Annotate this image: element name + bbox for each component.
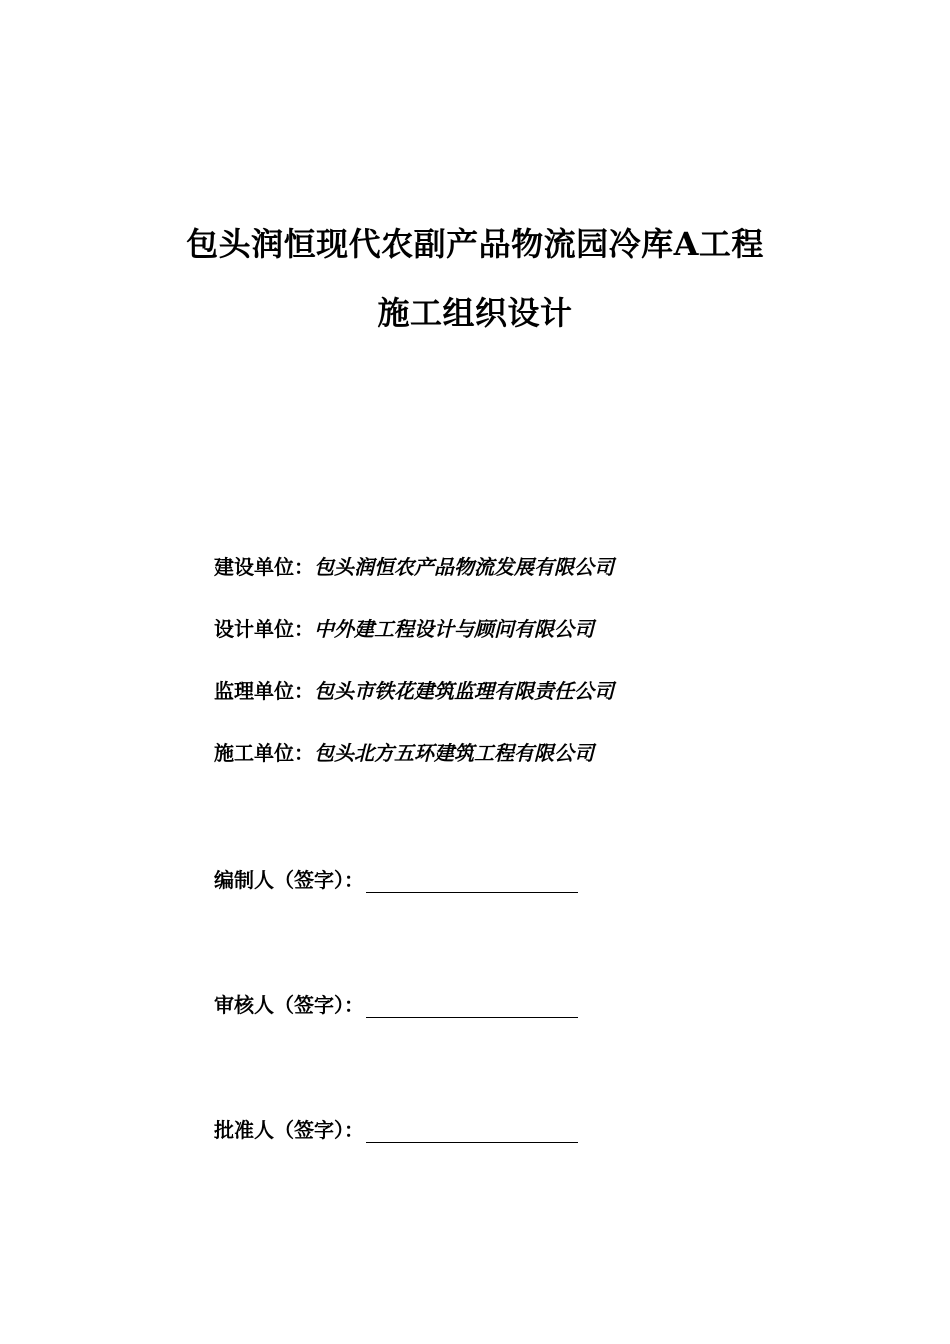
reviewed-by-label: 审核人（签字）： — [214, 993, 364, 1017]
design-unit-row — [214, 613, 594, 642]
contractor-unit-row — [214, 737, 594, 766]
document-title: 包头润恒现代农副产品物流园冷库A工程 — [186, 225, 764, 263]
contractor-unit-value: 包头北方五环建筑工程有限公司 — [314, 741, 594, 765]
supervision-unit-value: 包头市铁花建筑监理有限责任公司 — [314, 679, 614, 703]
supervision-unit-row — [214, 675, 614, 704]
construction-unit-row — [214, 551, 614, 580]
design-unit-value: 中外建工程设计与顾问有限公司 — [314, 617, 594, 641]
approved-by-label: 批准人（签字）： — [214, 1118, 364, 1142]
contractor-unit-label: 施工单位： — [214, 741, 314, 765]
approved-by-signature-row — [214, 1114, 578, 1143]
prepared-by-signature-row — [214, 864, 578, 893]
prepared-by-label: 编制人（签字）： — [214, 868, 364, 892]
prepared-by-signature-line — [366, 870, 578, 893]
reviewed-by-signature-line — [366, 995, 578, 1018]
construction-unit-label: 建设单位： — [214, 555, 314, 579]
supervision-unit-label: 监理单位： — [214, 679, 314, 703]
design-unit-label: 设计单位： — [214, 617, 314, 641]
document-subtitle: 施工组织设计 — [377, 294, 573, 332]
approved-by-signature-line — [366, 1120, 578, 1143]
construction-unit-value: 包头润恒农产品物流发展有限公司 — [314, 555, 614, 579]
reviewed-by-signature-row — [214, 989, 578, 1018]
